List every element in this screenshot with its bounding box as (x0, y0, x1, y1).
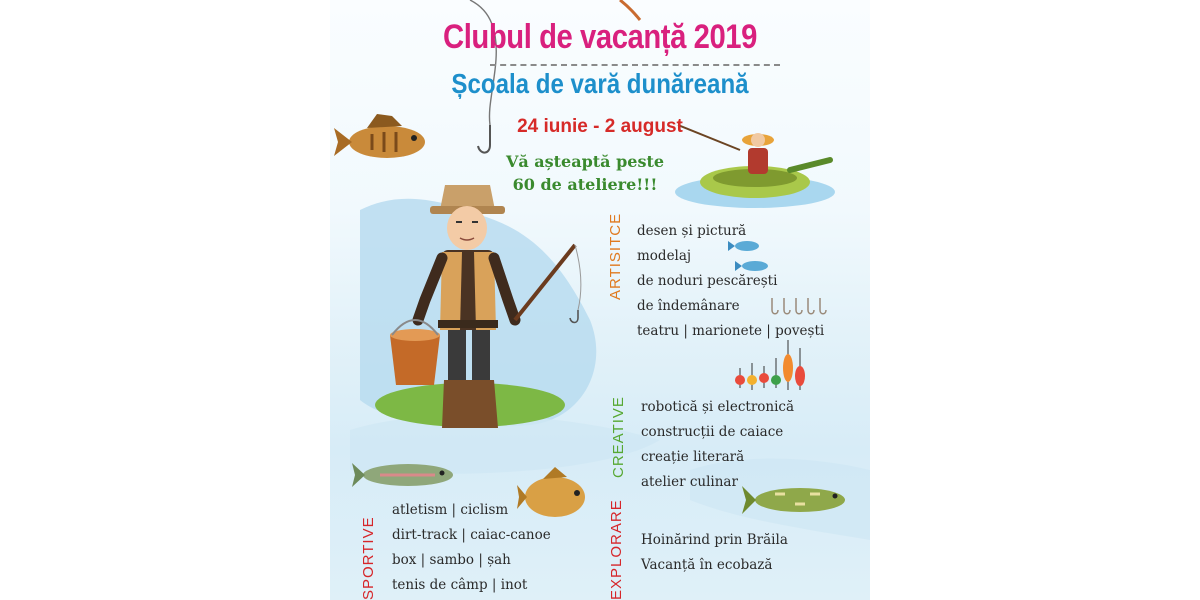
list-item: modelaj (637, 248, 692, 264)
list-item: tenis de câmp | inot (392, 577, 528, 593)
list-item: de îndemânare (637, 298, 740, 314)
list-item: box | sambo | șah (392, 552, 511, 568)
fisherman-illustration (370, 170, 590, 440)
trout-fish-icon (350, 455, 460, 495)
page-subtitle: Școala de vară dunăreană (451, 68, 749, 99)
list-item: dirt-track | caiac-canoe (392, 527, 551, 543)
artistice-list (637, 219, 824, 344)
list-item: atelier culinar (641, 474, 738, 490)
section-label-creative: CREATIVE (610, 396, 627, 478)
page-title: Clubul de vacanță 2019 (443, 18, 757, 56)
creative-list (641, 395, 794, 495)
list-item: de noduri pescărești (637, 273, 778, 289)
invitation-line-2: 60 de ateliere!!! (512, 175, 658, 194)
title-divider (490, 64, 780, 66)
list-item: desen și pictură (637, 223, 747, 239)
list-item: teatru | marionete | povești (637, 323, 825, 339)
list-item: robotică și electronică (641, 399, 795, 415)
list-item: construcții de caiace (641, 424, 784, 440)
sportive-list (392, 498, 551, 598)
poster (330, 0, 870, 600)
section-label-artistice: ARTISITCE (607, 212, 624, 300)
list-item: Hoinărind prin Brăila (641, 532, 788, 548)
invitation-line-1: Vă așteaptă peste (505, 152, 665, 171)
explorare-list (641, 528, 788, 578)
section-label-explorare: EXPLORARE (608, 499, 625, 600)
section-label-sportive: SPORTIVE (360, 516, 377, 600)
event-dates: 24 iunie - 2 august (517, 116, 683, 137)
list-item: atletism | ciclism (392, 502, 509, 518)
list-item: creație literară (641, 449, 745, 465)
fishing-floats-icon (730, 338, 810, 398)
list-item: Vacanță în ecobază (641, 557, 773, 573)
